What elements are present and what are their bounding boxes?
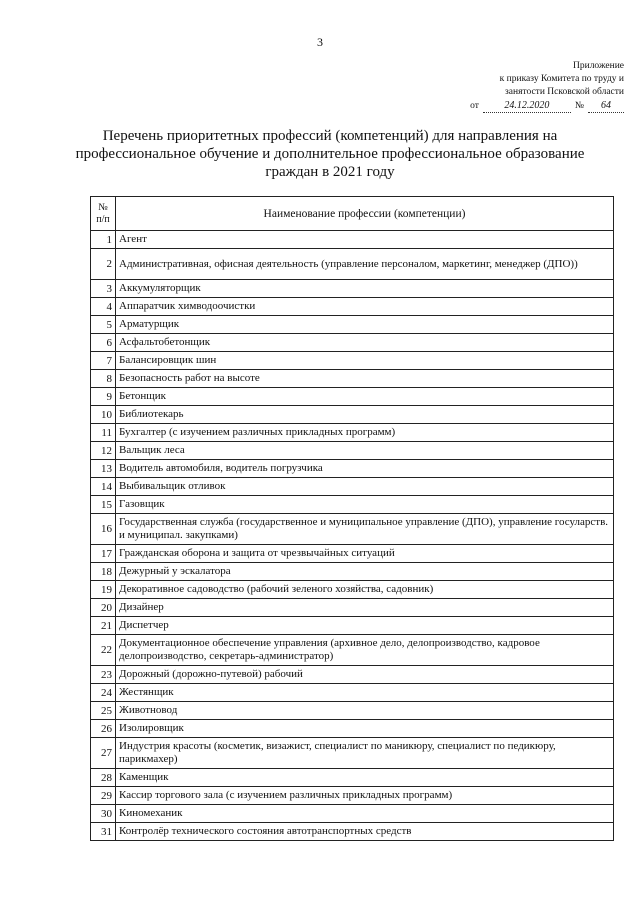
row-number: 12: [91, 442, 116, 460]
page-number: 3: [317, 35, 323, 49]
profession-name: Контролёр технического состояния автотранспортных средств: [116, 823, 614, 841]
table-row: [91, 769, 614, 787]
row-number: 29: [91, 787, 116, 805]
professions-table: [90, 196, 614, 841]
table-row: [91, 460, 614, 478]
row-number: 19: [91, 581, 116, 599]
table-row: [91, 514, 614, 545]
table-row: [91, 406, 614, 424]
row-number: 4: [91, 298, 116, 316]
profession-name: Каменщик: [116, 769, 614, 787]
row-number: 13: [91, 460, 116, 478]
row-number: 31: [91, 823, 116, 841]
date-prefix: от: [470, 101, 479, 111]
table-row: [91, 231, 614, 249]
table-row: [91, 684, 614, 702]
row-number: 2: [91, 249, 116, 280]
row-number: 5: [91, 316, 116, 334]
row-number: 26: [91, 720, 116, 738]
row-number: 11: [91, 424, 116, 442]
annex-date-line: [394, 99, 624, 113]
table-row: [91, 352, 614, 370]
handwritten-number: 64: [588, 99, 624, 113]
row-number: 20: [91, 599, 116, 617]
profession-name: Безопасность работ на высоте: [116, 370, 614, 388]
title-line-2: профессиональное обучение и дополнительное профессиональное образование: [75, 146, 585, 162]
table-row: [91, 334, 614, 352]
profession-name: Документационное обеспечение управления (архивное дело, делопроизводство, кадровое делопроизводство, секретарь-администратор): [116, 635, 614, 666]
row-number: 1: [91, 231, 116, 249]
table-row: [91, 424, 614, 442]
row-number: 15: [91, 496, 116, 514]
profession-name: Жестянщик: [116, 684, 614, 702]
row-number: 27: [91, 738, 116, 769]
profession-name: Диспетчер: [116, 617, 614, 635]
row-number: 22: [91, 635, 116, 666]
profession-name: Бухгалтер (с изучением различных прикладных программ): [116, 424, 614, 442]
table-row: [91, 442, 614, 460]
header-number: № п/п: [91, 197, 116, 231]
profession-name: Аппаратчик химводоочистки: [116, 298, 614, 316]
row-number: 28: [91, 769, 116, 787]
row-number: 25: [91, 702, 116, 720]
row-number: 18: [91, 563, 116, 581]
row-number: 8: [91, 370, 116, 388]
table-row: [91, 720, 614, 738]
annex-order-line: к приказу Комитета по труду и: [499, 74, 624, 84]
row-number: 30: [91, 805, 116, 823]
profession-name: Водитель автомобиля, водитель погрузчика: [116, 460, 614, 478]
document-title: [50, 127, 610, 181]
table-row: [91, 635, 614, 666]
profession-name: Газовщик: [116, 496, 614, 514]
profession-name: Изолировщик: [116, 720, 614, 738]
row-number: 6: [91, 334, 116, 352]
title-line-1: Перечень приоритетных профессий (компетенций) для направления на: [102, 128, 558, 144]
table-row: [91, 823, 614, 841]
title-line-3: граждан в 2021 году: [265, 164, 395, 180]
table-row: [91, 738, 614, 769]
table-body: [91, 231, 614, 841]
table-row: [91, 316, 614, 334]
profession-name: Арматурщик: [116, 316, 614, 334]
profession-name: Дежурный у эскалатора: [116, 563, 614, 581]
annex-title: Приложение: [573, 61, 624, 71]
row-number: 3: [91, 280, 116, 298]
profession-name: Выбивальщик отливок: [116, 478, 614, 496]
row-number: 14: [91, 478, 116, 496]
profession-name: Государственная служба (государственное и муниципальное управление (ДПО), управление госуларств. и муниципал. закупками): [116, 514, 614, 545]
annex-block: [394, 60, 624, 113]
profession-name: Административная, офисная деятельность (управление персоналом, маркетинг, менеджер (ДПО)): [116, 249, 614, 280]
table-row: [91, 478, 614, 496]
profession-name: Кассир торгового зала (с изучением различных прикладных программ): [116, 787, 614, 805]
profession-name: Вальщик леса: [116, 442, 614, 460]
profession-name: Балансировщик шин: [116, 352, 614, 370]
profession-name: Животновод: [116, 702, 614, 720]
row-number: 16: [91, 514, 116, 545]
table-header-row: [91, 197, 614, 231]
profession-name: Киномеханик: [116, 805, 614, 823]
profession-name: Библиотекарь: [116, 406, 614, 424]
row-number: 23: [91, 666, 116, 684]
table-row: [91, 787, 614, 805]
row-number: 17: [91, 545, 116, 563]
profession-name: Гражданская оборона и защита от чрезвычайных ситуаций: [116, 545, 614, 563]
annex-committee-line: занятости Псковской области: [505, 87, 624, 97]
profession-name: Асфальтобетонщик: [116, 334, 614, 352]
number-prefix: №: [574, 101, 584, 111]
profession-name: Индустрия красоты (косметик, визажист, специалист по маникюру, специалист по педикюру, парикмахер): [116, 738, 614, 769]
table-row: [91, 280, 614, 298]
row-number: 21: [91, 617, 116, 635]
table-row: [91, 298, 614, 316]
handwritten-date: 24.12.2020: [483, 99, 571, 113]
table-row: [91, 563, 614, 581]
profession-name: Дорожный (дорожно-путевой) рабочий: [116, 666, 614, 684]
table-row: [91, 370, 614, 388]
row-number: 7: [91, 352, 116, 370]
table-row: [91, 388, 614, 406]
table-row: [91, 496, 614, 514]
row-number: 10: [91, 406, 116, 424]
row-number: 24: [91, 684, 116, 702]
table-row: [91, 599, 614, 617]
table-row: [91, 249, 614, 280]
table-row: [91, 545, 614, 563]
table-row: [91, 617, 614, 635]
profession-name: Агент: [116, 231, 614, 249]
profession-name: Дизайнер: [116, 599, 614, 617]
header-profession-name: Наименование профессии (компетенции): [116, 197, 614, 231]
row-number: 9: [91, 388, 116, 406]
table-row: [91, 666, 614, 684]
profession-name: Декоративное садоводство (рабочий зеленого хозяйства, садовник): [116, 581, 614, 599]
table-row: [91, 702, 614, 720]
profession-name: Аккумуляторщик: [116, 280, 614, 298]
table-row: [91, 805, 614, 823]
table-row: [91, 581, 614, 599]
profession-name: Бетонщик: [116, 388, 614, 406]
